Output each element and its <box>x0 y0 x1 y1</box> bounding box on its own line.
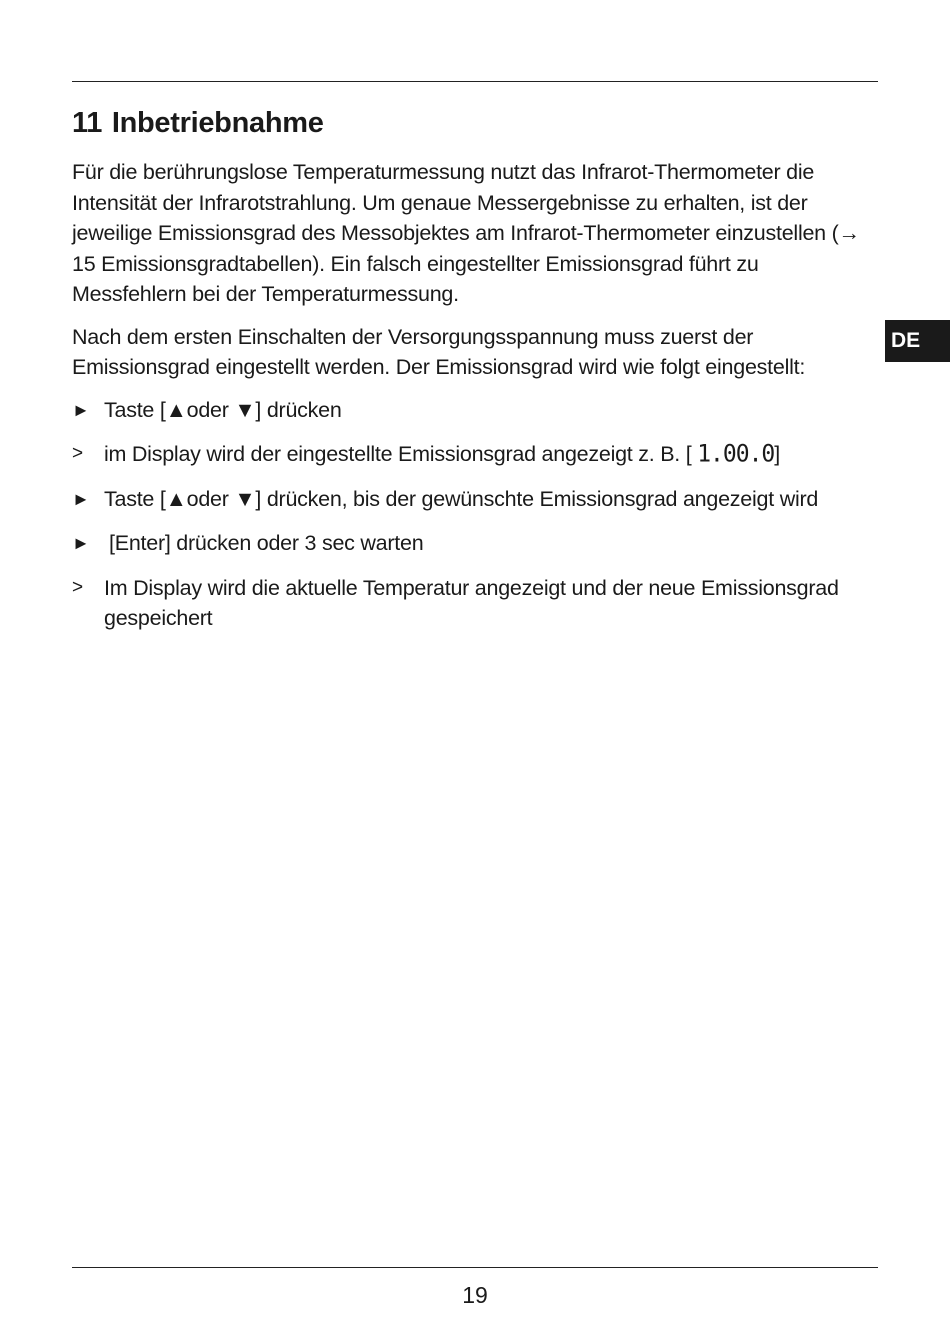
step-press-until-desired <box>72 484 878 515</box>
language-tab: DE <box>885 320 950 362</box>
lcd-display-value: 1.00.0 <box>697 440 775 468</box>
action-arrow-icon: ► <box>72 399 90 420</box>
page-number: 19 <box>462 1282 488 1308</box>
action-arrow-icon: ► <box>72 533 90 553</box>
intro-paragraph: Für die berührungslose Temperaturmessung nutzt das Infrarot-Thermometer die Intensität der Infrarotstrahlung. Um genaue Messergebnisse zu erhalten, ist der jeweilige Emissionsgrad des Messobjektes am Infrarot-Thermometer einzustellen (→ 15 Emissionsgradtabellen). Ein falsch eingestellter Emissionsgrad führt zu Messfehlern bei der Temperaturmessung. <box>72 160 860 306</box>
step-text: Taste [▲oder ▼] drücken, bis der gewünschte Emissionsgrad angezeigt wird <box>104 486 819 511</box>
result-marker-icon: > <box>72 576 83 598</box>
step-text: Taste [▲oder ▼] drücken <box>104 397 342 422</box>
step-text: [Enter] drücken oder 3 sec warten <box>109 531 424 555</box>
action-arrow-icon: ► <box>72 488 90 509</box>
section-heading: 11 Inbetriebnahme <box>72 107 324 139</box>
step-press-arrow-key <box>72 395 878 426</box>
result-display-shows-emissivity <box>72 439 878 470</box>
step-text-end: ] <box>774 442 781 466</box>
result-temperature-shown <box>72 573 878 634</box>
step-press-enter <box>72 528 878 559</box>
section-body <box>72 157 878 648</box>
result-marker-icon: > <box>72 443 83 464</box>
top-rule <box>72 81 878 82</box>
step-text: Im Display wird die aktuelle Temperatur angezeigt und der neue Emissionsgrad gespeichert <box>104 575 839 630</box>
setup-paragraph: Nach dem ersten Einschalten der Versorgungsspannung muss zuerst der Emissionsgrad eingestellt werden. Der Emissionsgrad wird wie folgt eingestellt: <box>72 324 806 379</box>
bottom-rule <box>72 1267 878 1268</box>
step-text: im Display wird der eingestellte Emissionsgrad angezeigt z. B. [ <box>104 442 698 466</box>
